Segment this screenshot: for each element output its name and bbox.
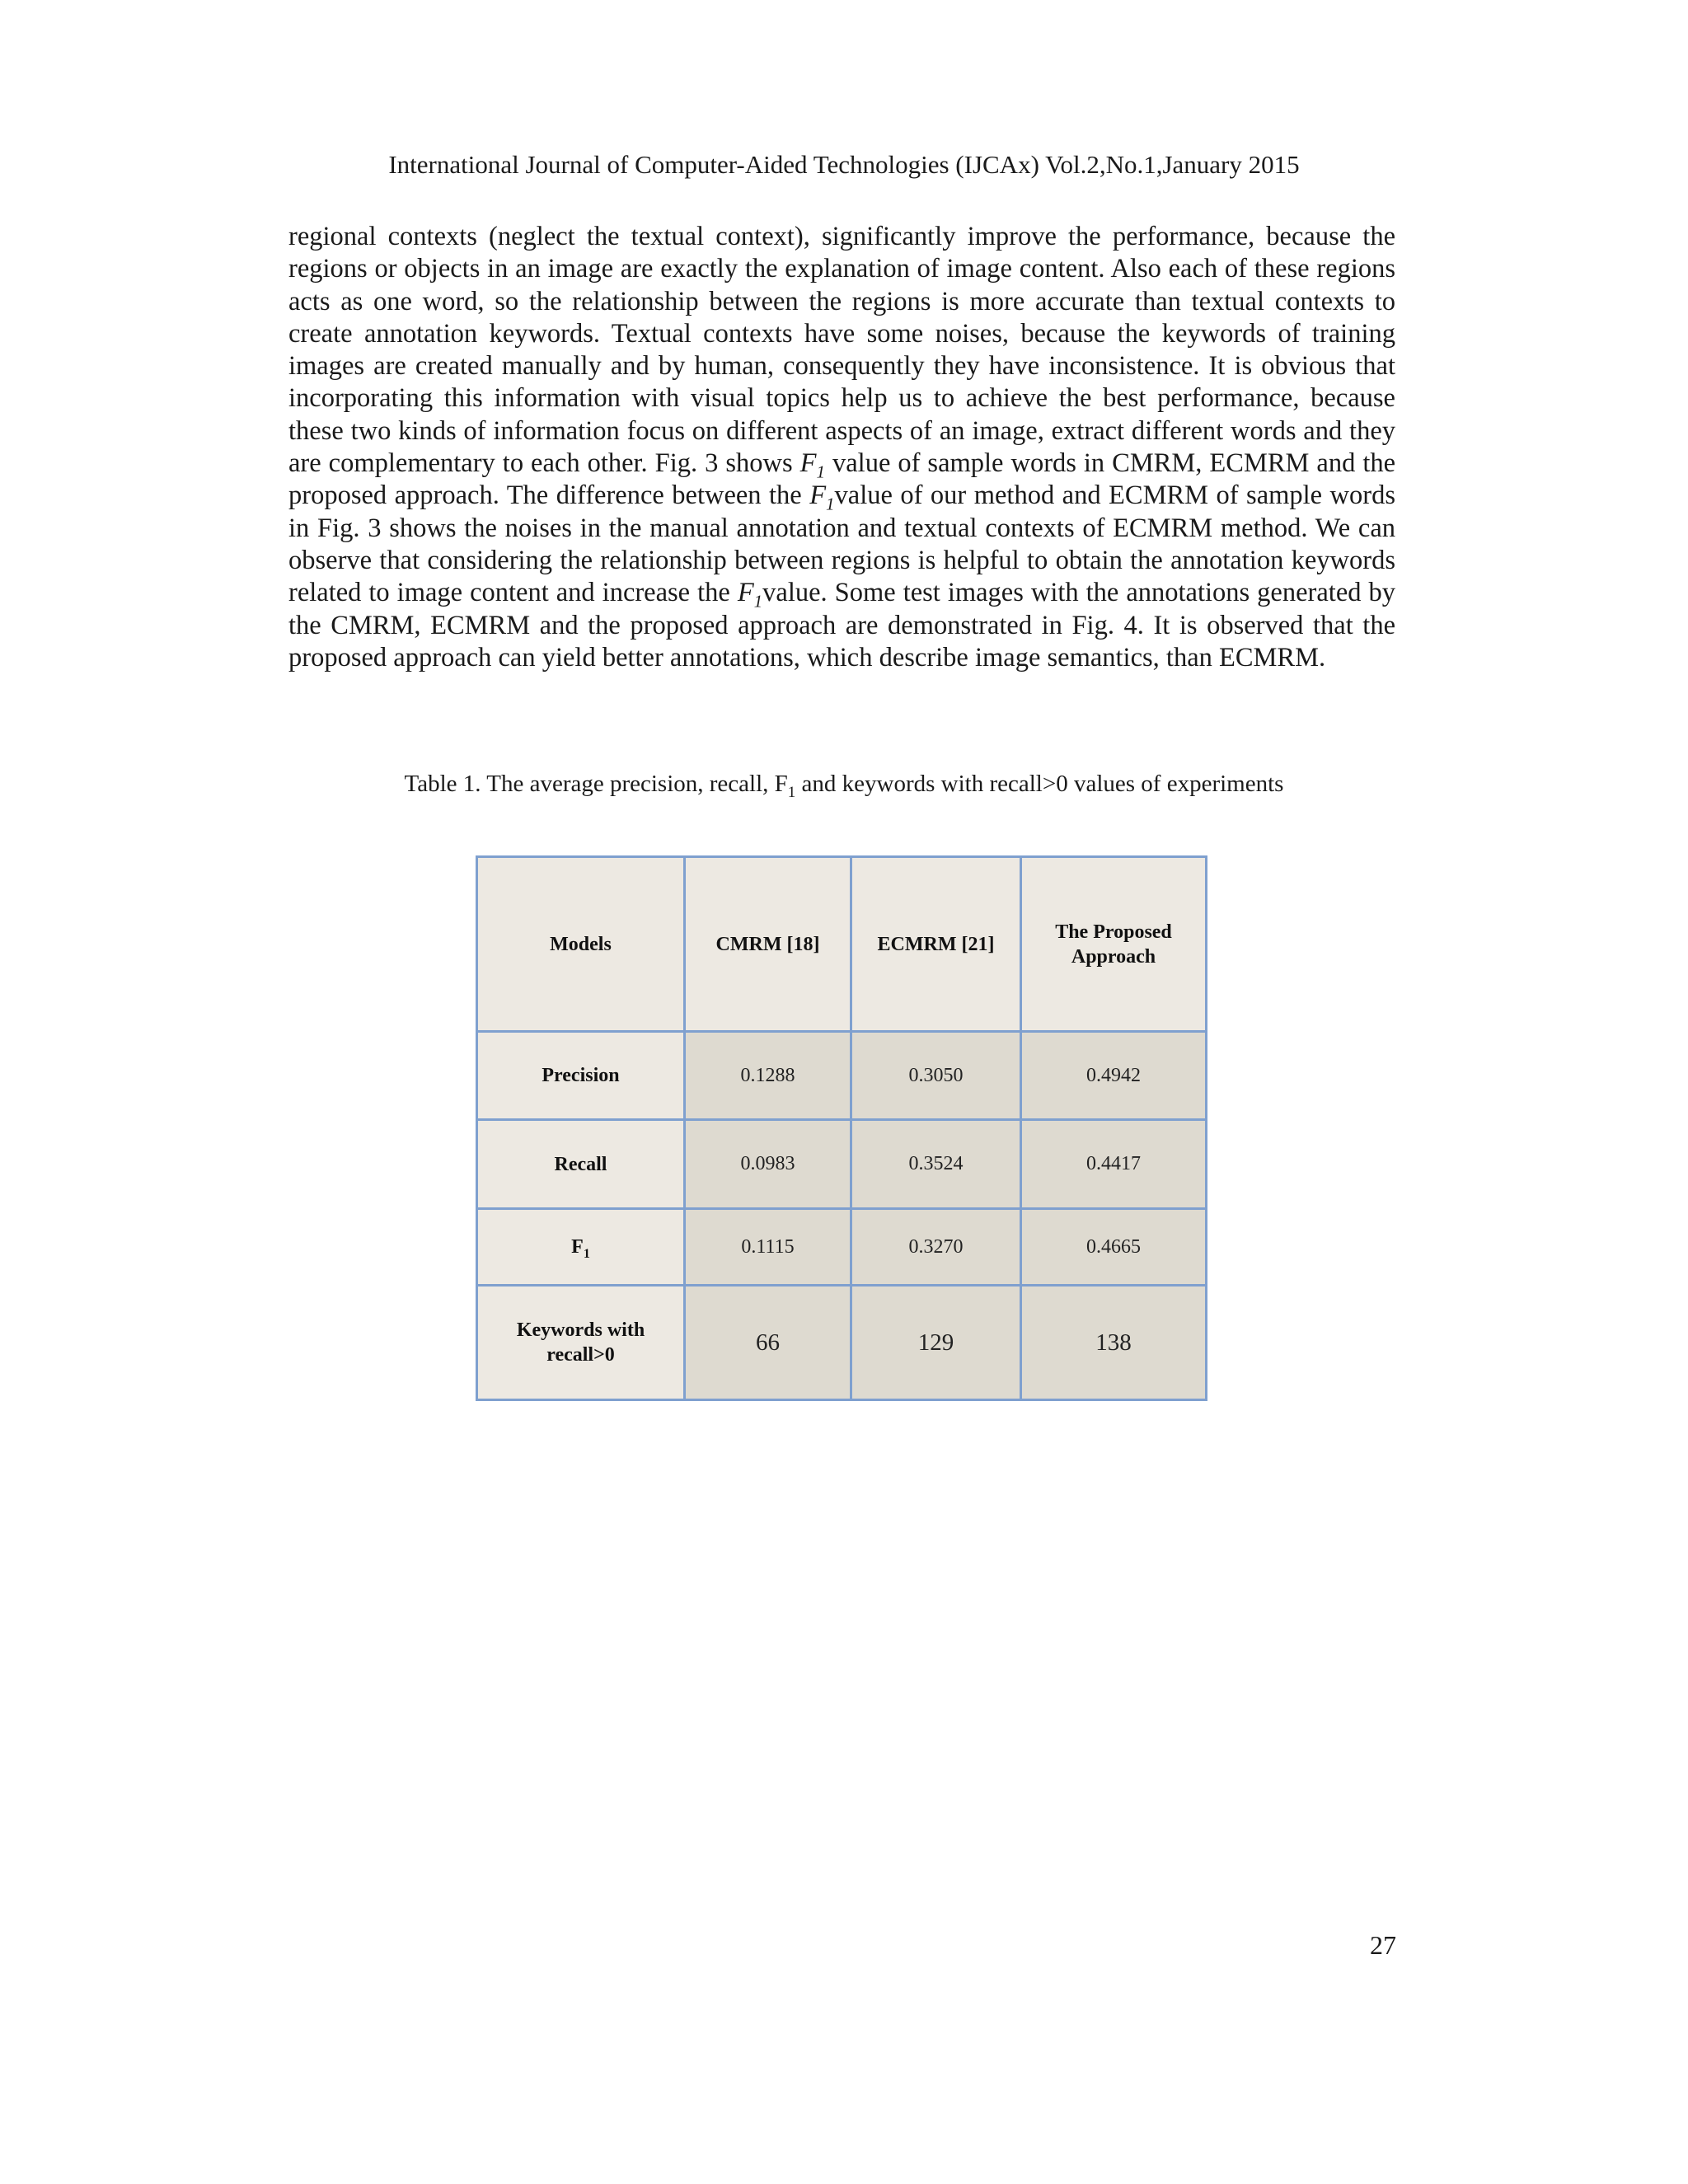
running-header: International Journal of Computer-Aided Technologies (IJCAx) Vol.2,No.1,January 2015 <box>388 150 1300 179</box>
table-row <box>477 1209 1207 1286</box>
row-label-f1-subscript: 1 <box>583 1246 590 1261</box>
f1-letter: F <box>737 578 754 608</box>
table-row <box>477 1286 1207 1400</box>
table-cell: 0.4942 <box>1021 1032 1207 1120</box>
table-cell: 0.3050 <box>851 1032 1021 1120</box>
f1-subscript: 1 <box>816 462 825 482</box>
page-number: 27 <box>1370 1930 1396 1960</box>
f1-symbol <box>809 480 835 514</box>
caption-text-after: and keywords with recall>0 values of experiments <box>795 771 1284 797</box>
table-cell: 0.4417 <box>1021 1120 1207 1209</box>
body-paragraph <box>288 221 1395 674</box>
table-cell: 0.0983 <box>685 1120 851 1209</box>
f1-letter: F <box>799 448 817 479</box>
table-cell: 138 <box>1021 1286 1207 1400</box>
row-label-keywords <box>477 1286 685 1400</box>
f1-symbol <box>799 448 825 482</box>
table-row <box>477 1032 1207 1120</box>
header-proposed-line2: Approach <box>1071 945 1156 968</box>
row-label-f1-letter: F <box>571 1236 584 1258</box>
header-proposed <box>1021 857 1207 1032</box>
f1-subscript: 1 <box>826 494 835 514</box>
f1-symbol <box>737 578 763 612</box>
body-text-part-4: value. Some test images with the annotations generated by the CMRM, ECMRM and the proposed approach are demonstrated in Fig. 4. It is observed that the proposed approach can yield better annotations, which describe image semantics, than ECMRM. <box>288 578 1395 673</box>
table-cell: 0.3270 <box>851 1209 1021 1286</box>
f1-letter: F <box>809 480 827 511</box>
row-label-f1 <box>477 1209 685 1286</box>
table-header-row <box>477 857 1207 1032</box>
header-models: Models <box>477 857 685 1032</box>
row-label-precision: Precision <box>477 1032 685 1120</box>
table-cell: 129 <box>851 1286 1021 1400</box>
caption-subscript: 1 <box>787 783 796 801</box>
header-proposed-line1: The Proposed <box>1055 921 1172 943</box>
table-cell: 0.4665 <box>1021 1209 1207 1286</box>
row-label-keywords-line1: Keywords with <box>516 1319 645 1341</box>
body-text-part-1: regional contexts (neglect the textual context), significantly improve the performance, because the regions or objects in an image are exactly the explanation of image content. Also each of these regions acts as one word, so the relationship between the regions is more accurate than textual contexts to create annotation keywords. Textual contexts have some noises, because the keywords of training images are created manually and by human, consequently they have inconsistence. It is obvious that incorporating this information with visual topics help us to achieve the best performance, because these two kinds of information focus on different aspects of an image, extract different words and they are complementary to each other. Fig. 3 shows <box>288 222 1395 479</box>
table-cell: 0.1288 <box>685 1032 851 1120</box>
header-ecmrm: ECMRM [21] <box>851 857 1021 1032</box>
table-cell: 0.1115 <box>685 1209 851 1286</box>
body-text-part-2: value of sample words in CMRM, ECMRM and the proposed approach. The difference between the <box>288 448 1396 511</box>
body-text-part-3: value of our method and ECMRM of sample words in Fig. 3 shows the noises in the manual annotation and textual contexts of ECMRM method. We can observe that considering the relationship between regions is helpful to obtain the annotation keywords related to image content and increase the <box>288 480 1396 608</box>
results-table <box>476 855 1207 1401</box>
row-label-recall: Recall <box>477 1120 685 1209</box>
table-cell: 0.3524 <box>851 1120 1021 1209</box>
table-cell: 66 <box>685 1286 851 1400</box>
table-caption <box>0 768 1688 799</box>
table-row <box>477 1120 1207 1209</box>
f1-subscript: 1 <box>753 591 763 612</box>
row-label-keywords-line2: recall>0 <box>546 1344 615 1366</box>
header-cmrm: CMRM [18] <box>685 857 851 1032</box>
caption-text-before: Table 1. The average precision, recall, F <box>404 771 788 797</box>
